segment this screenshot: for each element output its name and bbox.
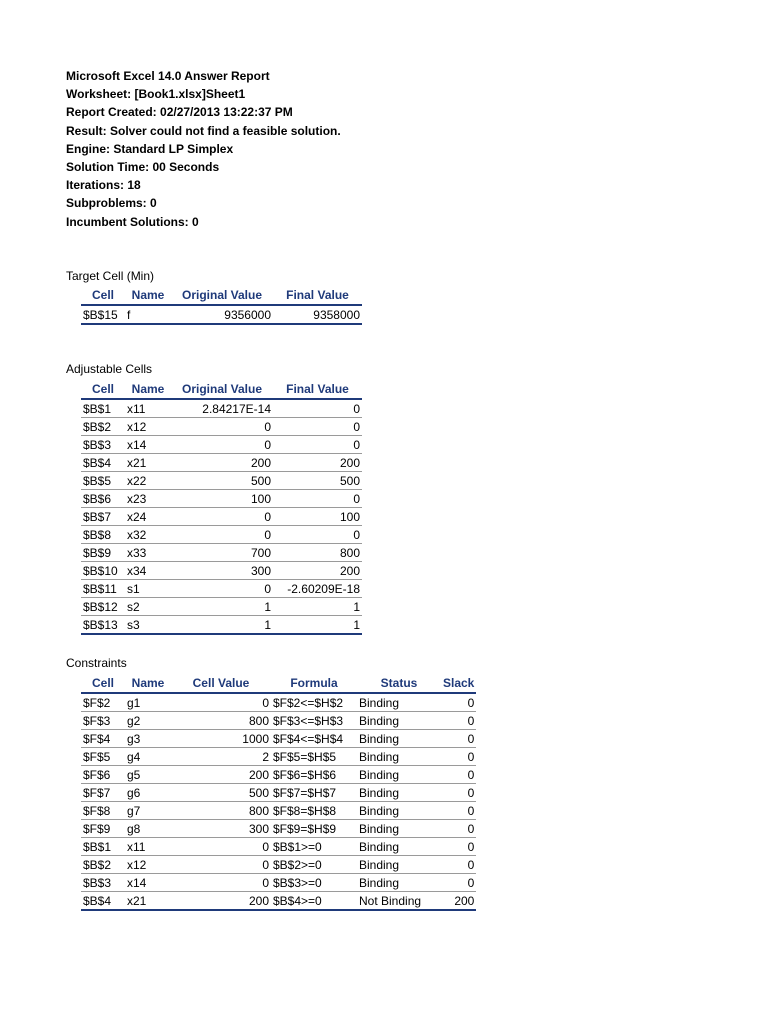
col-header-original-value: Original Value	[171, 380, 273, 399]
cell-ref: $B$12	[81, 598, 125, 616]
cell-name: s1	[125, 580, 171, 598]
cell-name: x24	[125, 508, 171, 526]
final-value: 0	[273, 490, 362, 508]
original-value: 100	[171, 490, 273, 508]
cell-name: g6	[125, 784, 171, 802]
table-row	[81, 874, 476, 892]
status: Binding	[357, 693, 441, 712]
col-header-final-value: Final Value	[273, 286, 362, 305]
status: Binding	[357, 874, 441, 892]
slack: 0	[441, 874, 476, 892]
cell-value: 0	[171, 874, 271, 892]
final-value: 1	[273, 598, 362, 616]
adjustable-cells-title: Adjustable Cells	[66, 362, 153, 376]
final-value: 500	[273, 472, 362, 490]
slack: 0	[441, 802, 476, 820]
cell-ref: $B$4	[81, 892, 125, 911]
original-value: 2.84217E-14	[171, 399, 273, 418]
cell-ref: $B$1	[81, 399, 125, 418]
cell-name: f	[125, 305, 171, 324]
final-value: 100	[273, 508, 362, 526]
cell-ref: $B$11	[81, 580, 125, 598]
slack: 0	[441, 838, 476, 856]
col-header-original-value: Original Value	[171, 286, 273, 305]
cell-ref: $B$15	[81, 305, 125, 324]
original-value: 0	[171, 418, 273, 436]
cell-ref: $F$3	[81, 712, 125, 730]
col-header-cell: Cell	[81, 380, 125, 399]
report-created: Report Created: 02/27/2013 13:22:37 PM	[66, 105, 293, 120]
report-iterations: Iterations: 18	[66, 178, 141, 193]
report-subproblems: Subproblems: 0	[66, 196, 157, 211]
cell-ref: $F$9	[81, 820, 125, 838]
table-row	[81, 784, 476, 802]
cell-value: 500	[171, 784, 271, 802]
cell-ref: $B$2	[81, 856, 125, 874]
cell-name: x33	[125, 544, 171, 562]
final-value: 0	[273, 436, 362, 454]
table-row	[81, 748, 476, 766]
final-value: -2.60209E-18	[273, 580, 362, 598]
col-header-status: Status	[357, 674, 441, 693]
report-incumbent: Incumbent Solutions: 0	[66, 214, 199, 229]
formula: $F$3<=$H$3	[271, 712, 357, 730]
table-row	[81, 892, 476, 911]
table-row	[81, 526, 362, 544]
col-header-name: Name	[125, 380, 171, 399]
final-value: 0	[273, 526, 362, 544]
original-value: 300	[171, 562, 273, 580]
final-value: 0	[273, 399, 362, 418]
cell-ref: $B$9	[81, 544, 125, 562]
status: Binding	[357, 838, 441, 856]
formula: $F$8=$H$8	[271, 802, 357, 820]
table-row	[81, 766, 476, 784]
final-value: 1	[273, 616, 362, 635]
status: Binding	[357, 748, 441, 766]
table-row	[81, 856, 476, 874]
slack: 0	[441, 784, 476, 802]
cell-value: 0	[171, 856, 271, 874]
table-row	[81, 508, 362, 526]
cell-name: x11	[125, 838, 171, 856]
cell-name: g4	[125, 748, 171, 766]
constraints-title: Constraints	[66, 656, 127, 670]
cell-value: 800	[171, 802, 271, 820]
col-header-name: Name	[125, 286, 171, 305]
table-row	[81, 730, 476, 748]
report-engine: Engine: Standard LP Simplex	[66, 141, 234, 156]
cell-name: x12	[125, 418, 171, 436]
cell-name: x21	[125, 892, 171, 911]
final-value: 200	[273, 562, 362, 580]
col-header-name: Name	[125, 674, 171, 693]
cell-value: 800	[171, 712, 271, 730]
col-header-cell: Cell	[81, 286, 125, 305]
original-value: 0	[171, 580, 273, 598]
original-value: 700	[171, 544, 273, 562]
status: Binding	[357, 766, 441, 784]
cell-name: x11	[125, 399, 171, 418]
cell-value: 200	[171, 892, 271, 911]
cell-value: 300	[171, 820, 271, 838]
final-value: 0	[273, 418, 362, 436]
col-header-slack: Slack	[441, 674, 476, 693]
slack: 0	[441, 820, 476, 838]
cell-ref: $B$6	[81, 490, 125, 508]
cell-name: g2	[125, 712, 171, 730]
cell-name: g3	[125, 730, 171, 748]
adjustable-cells-table	[81, 380, 362, 635]
formula: $B$2>=0	[271, 856, 357, 874]
status: Binding	[357, 784, 441, 802]
cell-ref: $B$10	[81, 562, 125, 580]
formula: $F$9=$H$9	[271, 820, 357, 838]
cell-ref: $F$7	[81, 784, 125, 802]
cell-name: g1	[125, 693, 171, 712]
formula: $F$6=$H$6	[271, 766, 357, 784]
status: Binding	[357, 856, 441, 874]
formula: $B$4>=0	[271, 892, 357, 911]
slack: 0	[441, 730, 476, 748]
cell-ref: $F$8	[81, 802, 125, 820]
cell-name: g5	[125, 766, 171, 784]
report-result: Result: Solver could not find a feasible solution.	[66, 123, 341, 138]
cell-name: x14	[125, 874, 171, 892]
original-value: 0	[171, 526, 273, 544]
cell-ref: $F$6	[81, 766, 125, 784]
original-value: 500	[171, 472, 273, 490]
cell-name: x22	[125, 472, 171, 490]
cell-name: s3	[125, 616, 171, 635]
cell-name: x23	[125, 490, 171, 508]
target-cell-title: Target Cell (Min)	[66, 269, 155, 283]
table-row	[81, 712, 476, 730]
table-row	[81, 418, 362, 436]
table-row	[81, 490, 362, 508]
report-title: Microsoft Excel 14.0 Answer Report	[66, 69, 270, 83]
slack: 200	[441, 892, 476, 911]
col-header-final-value: Final Value	[273, 380, 362, 399]
table-row	[81, 616, 362, 635]
cell-name: x21	[125, 454, 171, 472]
cell-name: x34	[125, 562, 171, 580]
cell-value: 0	[171, 838, 271, 856]
table-row	[81, 544, 362, 562]
slack: 0	[441, 748, 476, 766]
status: Binding	[357, 802, 441, 820]
cell-ref: $B$1	[81, 838, 125, 856]
formula: $B$1>=0	[271, 838, 357, 856]
report-solution-time: Solution Time: 00 Seconds	[66, 159, 220, 174]
original-value: 0	[171, 508, 273, 526]
status: Binding	[357, 730, 441, 748]
cell-ref: $B$5	[81, 472, 125, 490]
formula: $F$4<=$H$4	[271, 730, 357, 748]
cell-ref: $F$2	[81, 693, 125, 712]
table-row	[81, 436, 362, 454]
constraints-table	[81, 674, 476, 911]
final-value: 9358000	[273, 305, 362, 324]
cell-name: x14	[125, 436, 171, 454]
cell-ref: $F$4	[81, 730, 125, 748]
table-row	[81, 838, 476, 856]
report-worksheet: Worksheet: [Book1.xlsx]Sheet1	[66, 87, 246, 102]
target-cell-table	[81, 286, 362, 325]
cell-ref: $B$2	[81, 418, 125, 436]
table-row	[81, 693, 476, 712]
cell-ref: $B$4	[81, 454, 125, 472]
formula: $F$7=$H$7	[271, 784, 357, 802]
cell-ref: $B$7	[81, 508, 125, 526]
table-row	[81, 598, 362, 616]
cell-value: 200	[171, 766, 271, 784]
original-value: 9356000	[171, 305, 273, 324]
cell-ref: $F$5	[81, 748, 125, 766]
slack: 0	[441, 712, 476, 730]
final-value: 800	[273, 544, 362, 562]
table-row	[81, 454, 362, 472]
original-value: 1	[171, 616, 273, 635]
table-row	[81, 305, 362, 324]
status: Binding	[357, 820, 441, 838]
cell-ref: $B$8	[81, 526, 125, 544]
final-value: 200	[273, 454, 362, 472]
table-row	[81, 820, 476, 838]
table-row	[81, 802, 476, 820]
cell-value: 2	[171, 748, 271, 766]
table-row	[81, 472, 362, 490]
cell-ref: $B$3	[81, 874, 125, 892]
col-header-formula: Formula	[271, 674, 357, 693]
original-value: 200	[171, 454, 273, 472]
original-value: 1	[171, 598, 273, 616]
cell-name: x32	[125, 526, 171, 544]
slack: 0	[441, 856, 476, 874]
cell-name: g8	[125, 820, 171, 838]
status: Binding	[357, 712, 441, 730]
table-row	[81, 399, 362, 418]
slack: 0	[441, 766, 476, 784]
col-header-cell: Cell	[81, 674, 125, 693]
slack: 0	[441, 693, 476, 712]
cell-value: 1000	[171, 730, 271, 748]
cell-name: g7	[125, 802, 171, 820]
table-row	[81, 562, 362, 580]
col-header-cell-value: Cell Value	[171, 674, 271, 693]
formula: $B$3>=0	[271, 874, 357, 892]
cell-name: x12	[125, 856, 171, 874]
cell-value: 0	[171, 693, 271, 712]
cell-name: s2	[125, 598, 171, 616]
cell-ref: $B$3	[81, 436, 125, 454]
original-value: 0	[171, 436, 273, 454]
formula: $F$5=$H$5	[271, 748, 357, 766]
status: Not Binding	[357, 892, 441, 911]
report-header	[66, 67, 486, 231]
formula: $F$2<=$H$2	[271, 693, 357, 712]
table-row	[81, 580, 362, 598]
cell-ref: $B$13	[81, 616, 125, 635]
